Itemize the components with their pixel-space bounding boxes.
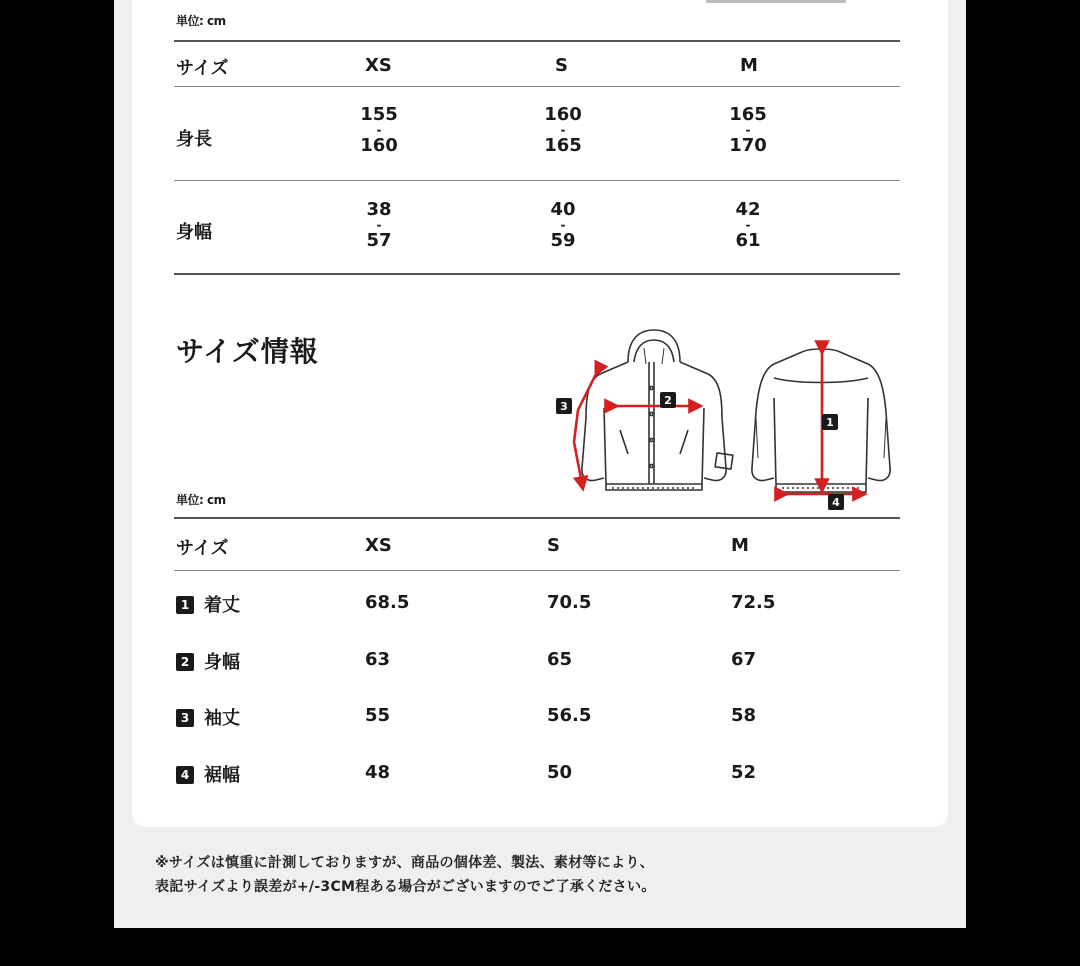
value-hem-width-xs: 48 bbox=[365, 762, 391, 783]
top-row-divider bbox=[174, 180, 900, 181]
section-title: サイズ情報 bbox=[176, 335, 319, 368]
value-hem-width-s: 50 bbox=[547, 762, 573, 783]
top-row-label-height: 身長 bbox=[176, 129, 212, 150]
top-unit-label: 単位: cm bbox=[176, 14, 226, 28]
range-max: 57 bbox=[366, 230, 392, 251]
top-table-bottom-rule bbox=[174, 273, 900, 275]
size-info-header-label: サイズ bbox=[176, 538, 229, 559]
value-hem-width-m: 52 bbox=[731, 762, 757, 783]
marker-badge: 1 bbox=[176, 596, 194, 614]
row-label: 着丈 bbox=[204, 595, 240, 616]
marker-label: 3 bbox=[560, 400, 568, 413]
row-label: 裾幅 bbox=[204, 765, 240, 786]
size-info-header-size-s: S bbox=[547, 535, 560, 556]
marker-badge: 2 bbox=[176, 653, 194, 671]
size-info-unit-label: 単位: cm bbox=[176, 493, 226, 507]
top-range-height-m bbox=[718, 105, 778, 155]
cropped-top-fragment bbox=[706, 0, 846, 3]
range-max: 160 bbox=[360, 135, 398, 156]
marker-badge: 3 bbox=[176, 709, 194, 727]
range-min: 155 bbox=[360, 104, 398, 125]
range-separator: - bbox=[560, 123, 566, 137]
note-line-2: 表記サイズより誤差が+/-3CM程ある場合がございますのでご了承ください。 bbox=[155, 879, 656, 895]
range-max: 165 bbox=[544, 135, 582, 156]
value-total-length-s: 70.5 bbox=[547, 592, 592, 613]
value-total-length-m: 72.5 bbox=[731, 592, 776, 613]
marker-badge: 4 bbox=[176, 766, 194, 784]
top-header-size-m: M bbox=[740, 55, 758, 76]
range-min: 42 bbox=[735, 199, 761, 220]
range-max: 170 bbox=[729, 135, 767, 156]
top-table-rule bbox=[174, 40, 900, 42]
size-info-row-hem-width bbox=[176, 761, 240, 787]
value-sleeve-length-xs: 55 bbox=[365, 705, 391, 726]
value-body-width-xs: 63 bbox=[365, 649, 391, 670]
top-row-label-width: 身幅 bbox=[176, 222, 212, 243]
top-range-height-s bbox=[533, 105, 593, 155]
marker-label: 2 bbox=[664, 394, 672, 407]
front-jacket-icon bbox=[582, 330, 733, 490]
range-max: 59 bbox=[550, 230, 576, 251]
range-separator: - bbox=[376, 218, 382, 232]
size-info-table-rule bbox=[174, 517, 900, 519]
value-total-length-xs: 68.5 bbox=[365, 592, 410, 613]
value-body-width-s: 65 bbox=[547, 649, 573, 670]
marker-label: 4 bbox=[832, 496, 840, 509]
top-header-size-xs: XS bbox=[365, 55, 392, 76]
jacket-measurement-diagram-icon bbox=[548, 318, 908, 514]
top-range-width-s bbox=[533, 200, 593, 250]
range-separator: - bbox=[745, 123, 751, 137]
top-header-label: サイズ bbox=[176, 58, 229, 79]
range-min: 38 bbox=[366, 199, 392, 220]
range-min: 165 bbox=[729, 104, 767, 125]
top-range-width-m bbox=[718, 200, 778, 250]
top-header-divider bbox=[174, 86, 900, 87]
range-min: 160 bbox=[544, 104, 582, 125]
size-info-header-size-m: M bbox=[731, 535, 749, 556]
range-max: 61 bbox=[735, 230, 761, 251]
size-info-row-total-length bbox=[176, 591, 240, 617]
note-line-1: ※サイズは慎重に計測しておりますが、商品の個体差、製法、素材等により、 bbox=[155, 855, 654, 871]
range-separator: - bbox=[376, 123, 382, 137]
size-info-row-body-width bbox=[176, 648, 240, 674]
range-min: 40 bbox=[550, 199, 576, 220]
value-sleeve-length-s: 56.5 bbox=[547, 705, 592, 726]
size-info-header-size-xs: XS bbox=[365, 535, 392, 556]
value-sleeve-length-m: 58 bbox=[731, 705, 757, 726]
range-separator: - bbox=[745, 218, 751, 232]
row-label: 袖丈 bbox=[204, 708, 240, 729]
marker-label: 1 bbox=[826, 416, 834, 429]
size-info-row-sleeve-length bbox=[176, 704, 240, 730]
value-body-width-m: 67 bbox=[731, 649, 757, 670]
top-range-width-xs bbox=[349, 200, 409, 250]
range-separator: - bbox=[560, 218, 566, 232]
size-info-header-divider bbox=[174, 570, 900, 571]
row-label: 身幅 bbox=[204, 652, 240, 673]
top-range-height-xs bbox=[349, 105, 409, 155]
top-header-size-s: S bbox=[555, 55, 568, 76]
